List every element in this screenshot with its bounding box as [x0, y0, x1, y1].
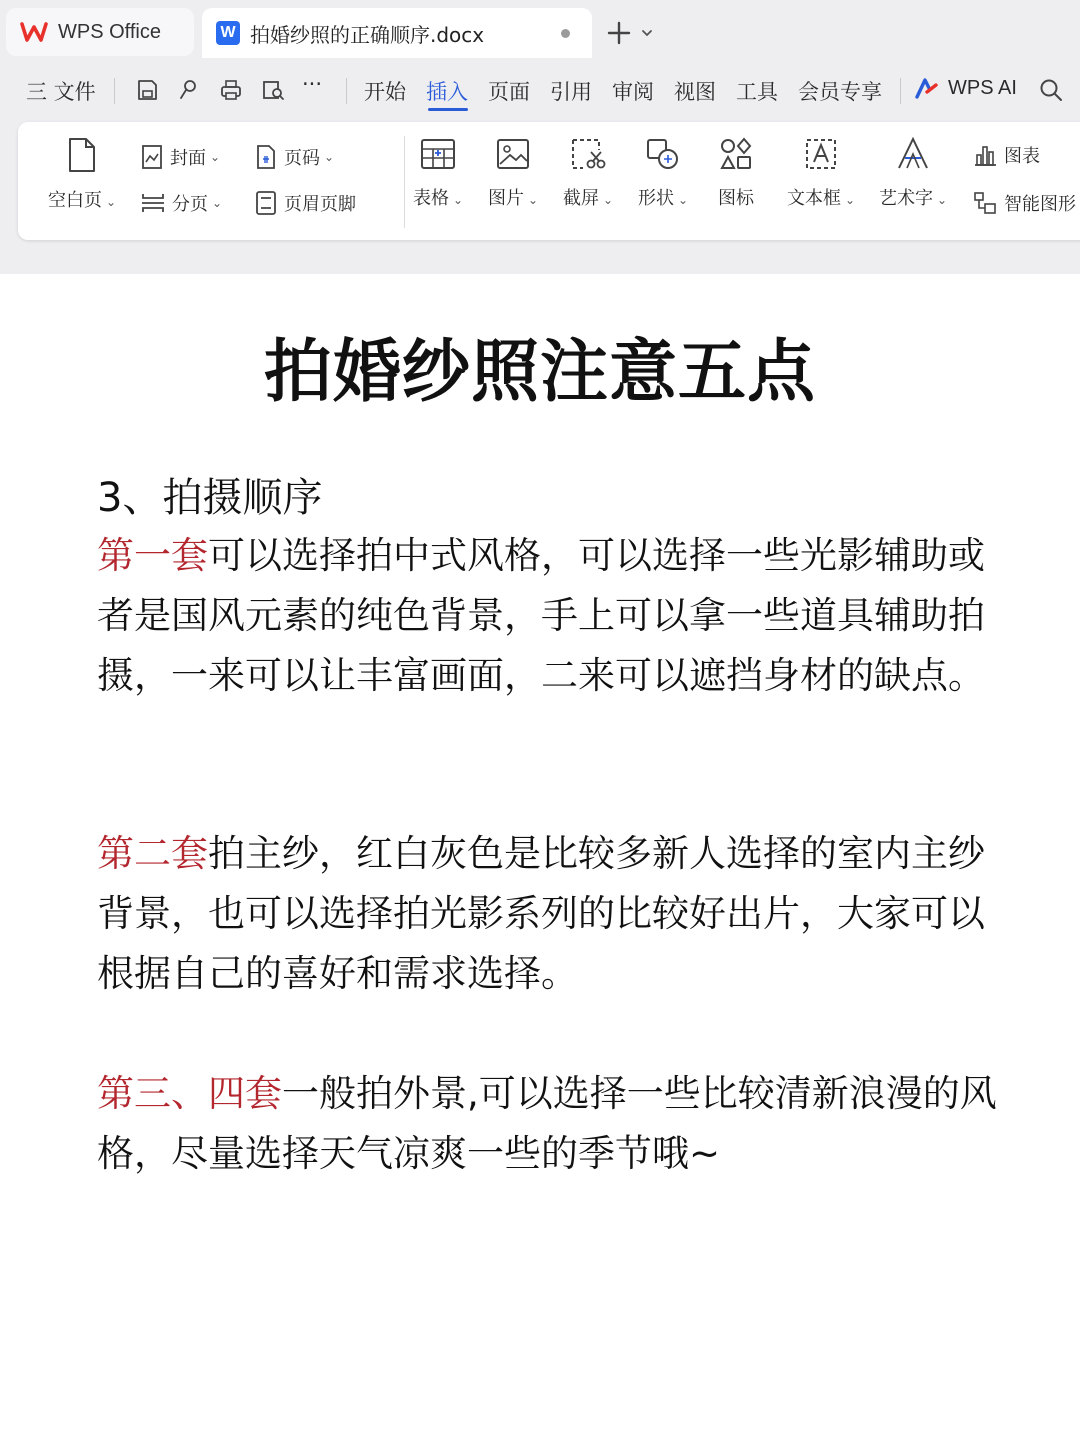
- paragraph-second-set: [97, 824, 1019, 1004]
- header-footer-button[interactable]: [254, 190, 356, 216]
- unsaved-dot-icon[interactable]: [561, 29, 570, 38]
- wordart-icon: [894, 136, 932, 172]
- blank-page-button[interactable]: [40, 136, 124, 212]
- title-bar: [0, 0, 1080, 64]
- chevron-down-icon: [640, 26, 654, 40]
- print-icon[interactable]: [218, 77, 244, 103]
- icons-grid-icon: [717, 136, 755, 172]
- picture-icon: [494, 136, 532, 172]
- chevron-down-icon: ⌄: [452, 193, 464, 207]
- blank-page-label: 空白页: [47, 190, 102, 211]
- page-number-button[interactable]: [254, 144, 334, 170]
- print-preview-icon[interactable]: [260, 77, 286, 103]
- paragraph-highlight: 第三、四套: [97, 1072, 282, 1115]
- chevron-down-icon: ⌄: [527, 193, 539, 207]
- picture-label: 图片: [487, 188, 524, 209]
- textbox-label: 文本框: [786, 188, 841, 209]
- tab-wps-home[interactable]: [6, 8, 194, 56]
- page-break-icon: [140, 191, 166, 215]
- section-heading: 3、拍摄顺序: [97, 475, 323, 521]
- smart-graphic-label: 智能图形: [1004, 194, 1076, 215]
- more-quick-actions-button[interactable]: ···: [302, 72, 323, 96]
- cover-label: 封面: [170, 148, 206, 169]
- cover-icon: [140, 144, 164, 170]
- table-label: 表格: [412, 188, 449, 209]
- wps-ai-button[interactable]: [914, 76, 1017, 100]
- paragraph-highlight: 第二套: [97, 832, 208, 875]
- search-icon[interactable]: [1038, 77, 1064, 103]
- file-menu[interactable]: 三 文件: [26, 80, 96, 104]
- wordart-button[interactable]: [870, 136, 956, 210]
- textbox-icon: [802, 136, 840, 172]
- bar-chart-icon: [972, 142, 998, 168]
- insert-ribbon: [18, 122, 1080, 240]
- chevron-down-icon: ⌄: [210, 150, 221, 164]
- table-icon: [419, 136, 457, 172]
- writer-doc-icon: W: [216, 21, 240, 45]
- tab-doc-label: 拍婚纱照的正确顺序.docx: [250, 22, 485, 47]
- chevron-down-icon: ⌄: [324, 150, 335, 164]
- menu-bar: [0, 64, 1080, 116]
- menu-tab-review[interactable]: 审阅: [612, 80, 654, 104]
- divider: [114, 78, 115, 104]
- paragraph-third-fourth-set: [97, 1064, 1019, 1184]
- wps-ai-icon: [914, 76, 940, 100]
- chart-button[interactable]: [972, 142, 1040, 168]
- cover-button[interactable]: [140, 144, 220, 170]
- paragraph-text: 可以选择拍中式风格，可以选择一些光影辅助或者是国风元素的纯色背景，手上可以拿一些道具辅助拍摄，一来可以让丰富画面，二来可以遮挡身材的缺点。: [97, 534, 985, 697]
- menu-tab-start[interactable]: 开始: [364, 80, 406, 104]
- paragraph-text: 一般拍外景,可以选择一些比较清新浪漫的风格，尽量选择天气凉爽一些的季节哦~: [97, 1072, 997, 1175]
- menu-tab-member[interactable]: 会员专享: [798, 80, 882, 104]
- screenshot-label: 截屏: [562, 188, 599, 209]
- page-number-icon: [254, 144, 278, 170]
- document-title: 拍婚纱照注意五点: [263, 333, 816, 412]
- menu-tab-insert[interactable]: 插入: [426, 80, 468, 104]
- chevron-down-icon: ⌄: [602, 193, 614, 207]
- scissors-icon: [569, 136, 607, 172]
- menu-tab-references[interactable]: 引用: [550, 80, 592, 104]
- tab-home-label: WPS Office: [58, 20, 161, 43]
- screenshot-button[interactable]: [548, 136, 628, 210]
- shape-label: 形状: [637, 188, 674, 209]
- tab-document[interactable]: [202, 8, 592, 58]
- paragraph-first-set: [97, 526, 1019, 706]
- icon-button[interactable]: [696, 136, 776, 210]
- new-tab-button[interactable]: [606, 14, 668, 52]
- chevron-down-icon: ⌄: [844, 193, 856, 207]
- divider: [900, 78, 901, 104]
- plus-icon: [606, 20, 632, 46]
- paragraph-highlight: 第一套: [97, 534, 208, 577]
- paragraph-text: 拍主纱，红白灰色是比较多新人选择的室内主纱背景，也可以选择拍光影系列的比较好出片，大家可以根据自己的喜好和需求选择。: [97, 832, 985, 995]
- table-button[interactable]: [398, 136, 478, 210]
- shapes-icon: [644, 136, 682, 172]
- blank-page-icon: [65, 136, 99, 174]
- chevron-down-icon: ⌄: [105, 195, 117, 209]
- header-footer-label: 页眉页脚: [284, 194, 356, 215]
- textbox-button[interactable]: [776, 136, 866, 210]
- wps-ai-label: WPS AI: [948, 76, 1017, 99]
- smart-graphic-button[interactable]: [972, 190, 1076, 216]
- menu-tab-page[interactable]: 页面: [488, 80, 530, 104]
- wps-logo-icon: [20, 21, 48, 43]
- menu-tab-tools[interactable]: 工具: [736, 80, 778, 104]
- icon-label: 图标: [718, 188, 754, 209]
- format-painter-icon[interactable]: [176, 77, 202, 103]
- menu-tab-view[interactable]: 视图: [674, 80, 716, 104]
- shape-button[interactable]: [623, 136, 703, 210]
- page-break-button[interactable]: [140, 190, 222, 216]
- chevron-down-icon: ⌄: [936, 193, 948, 207]
- chart-label: 图表: [1004, 146, 1040, 167]
- page-number-label: 页码: [284, 148, 320, 169]
- divider: [346, 78, 347, 104]
- header-footer-icon: [254, 190, 278, 216]
- save-icon[interactable]: [134, 77, 160, 103]
- picture-button[interactable]: [473, 136, 553, 210]
- page-break-label: 分页: [172, 194, 208, 215]
- active-tab-indicator: [428, 108, 468, 111]
- chevron-down-icon: ⌄: [677, 193, 689, 207]
- chevron-down-icon: ⌄: [212, 196, 223, 210]
- wordart-label: 艺术字: [878, 188, 933, 209]
- smart-graphic-icon: [972, 190, 998, 216]
